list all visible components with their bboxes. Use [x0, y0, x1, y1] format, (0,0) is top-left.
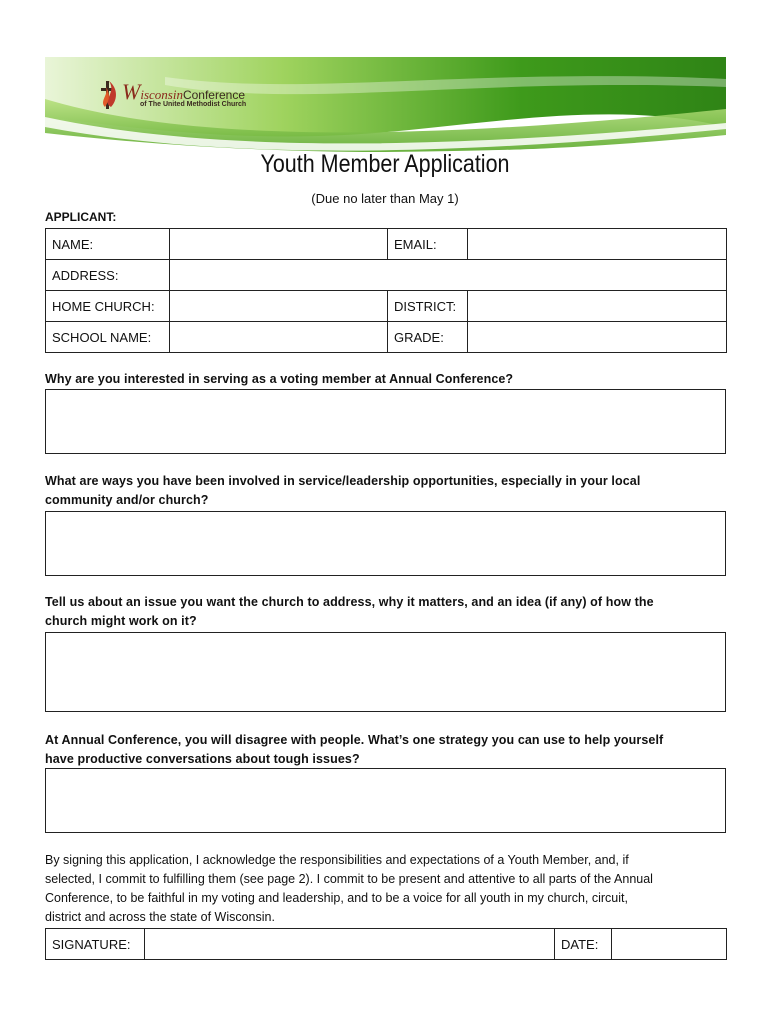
signature-label: SIGNATURE: [46, 929, 145, 960]
answer-2-box[interactable] [45, 511, 726, 576]
logo-subtitle: of The United Methodist Church [140, 100, 247, 108]
district-field[interactable] [468, 291, 727, 322]
name-label: NAME: [46, 229, 170, 260]
grade-label: GRADE: [388, 322, 468, 353]
page-title: Youth Member Application [260, 150, 510, 178]
name-field[interactable] [170, 229, 388, 260]
school-name-field[interactable] [170, 322, 388, 353]
question-4 [45, 731, 726, 769]
date-field[interactable] [612, 929, 727, 960]
question-1-line-1: Why are you interested in serving as a voting member at Annual Conference? [45, 372, 514, 386]
applicant-row-church [46, 291, 727, 322]
district-label: DISTRICT: [388, 291, 468, 322]
question-3-line-2: church might work on it? [45, 614, 197, 628]
question-1 [45, 370, 726, 389]
answer-1-box[interactable] [45, 389, 726, 454]
grade-field[interactable] [468, 322, 727, 353]
question-3-line-1: Tell us about an issue you want the church to address, why it matters, and an idea (if any) of how the [45, 595, 654, 609]
applicant-section-label: APPLICANT: [45, 210, 117, 224]
applicant-row-name [46, 229, 727, 260]
question-2-line-1: What are ways you have been involved in service/leadership opportunities, especially in your local [45, 474, 641, 488]
signature-field[interactable] [145, 929, 555, 960]
answer-3-box[interactable] [45, 632, 726, 712]
question-3 [45, 593, 726, 631]
applicant-row-address [46, 260, 727, 291]
applicant-row-school [46, 322, 727, 353]
question-2 [45, 472, 726, 510]
logo-conference: Conference [182, 87, 245, 102]
acknowledgement-line-2: selected, I commit to fulfilling them (see page 2). I commit to be present and attentive to all parts of the Annual [45, 872, 653, 886]
conference-logo [97, 77, 246, 111]
acknowledgement-text [45, 851, 735, 927]
signature-row [46, 929, 727, 960]
address-field[interactable] [170, 260, 727, 291]
question-4-line-2: have productive conversations about tough issues? [45, 752, 360, 766]
acknowledgement-line-3: Conference, to be faithful in my voting and leadership, and to be a voice for all youth in my church, circuit, [45, 891, 628, 905]
question-2-line-2: community and/or church? [45, 493, 209, 507]
home-church-label: HOME CHURCH: [46, 291, 170, 322]
applicant-table [45, 228, 727, 353]
question-4-line-1: At Annual Conference, you will disagree with people. What’s one strategy you can use to help yourself [45, 733, 664, 747]
home-church-field[interactable] [170, 291, 388, 322]
acknowledgement-line-1: By signing this application, I acknowledge the responsibilities and expectations of a Youth Member, and, if [45, 853, 629, 867]
logo-word: isconsin [140, 86, 183, 102]
answer-4-box[interactable] [45, 768, 726, 833]
address-label: ADDRESS: [46, 260, 170, 291]
signature-table [45, 928, 727, 960]
email-field[interactable] [468, 229, 727, 260]
header-banner [45, 57, 726, 152]
acknowledgement-line-4: district and across the state of Wisconsin. [45, 910, 275, 924]
school-name-label: SCHOOL NAME: [46, 322, 170, 353]
due-date-note: (Due no later than May 1) [311, 191, 459, 206]
date-label: DATE: [555, 929, 612, 960]
cross-flame-icon [97, 77, 119, 111]
email-label: EMAIL: [388, 229, 468, 260]
logo-letter: W [122, 78, 141, 104]
